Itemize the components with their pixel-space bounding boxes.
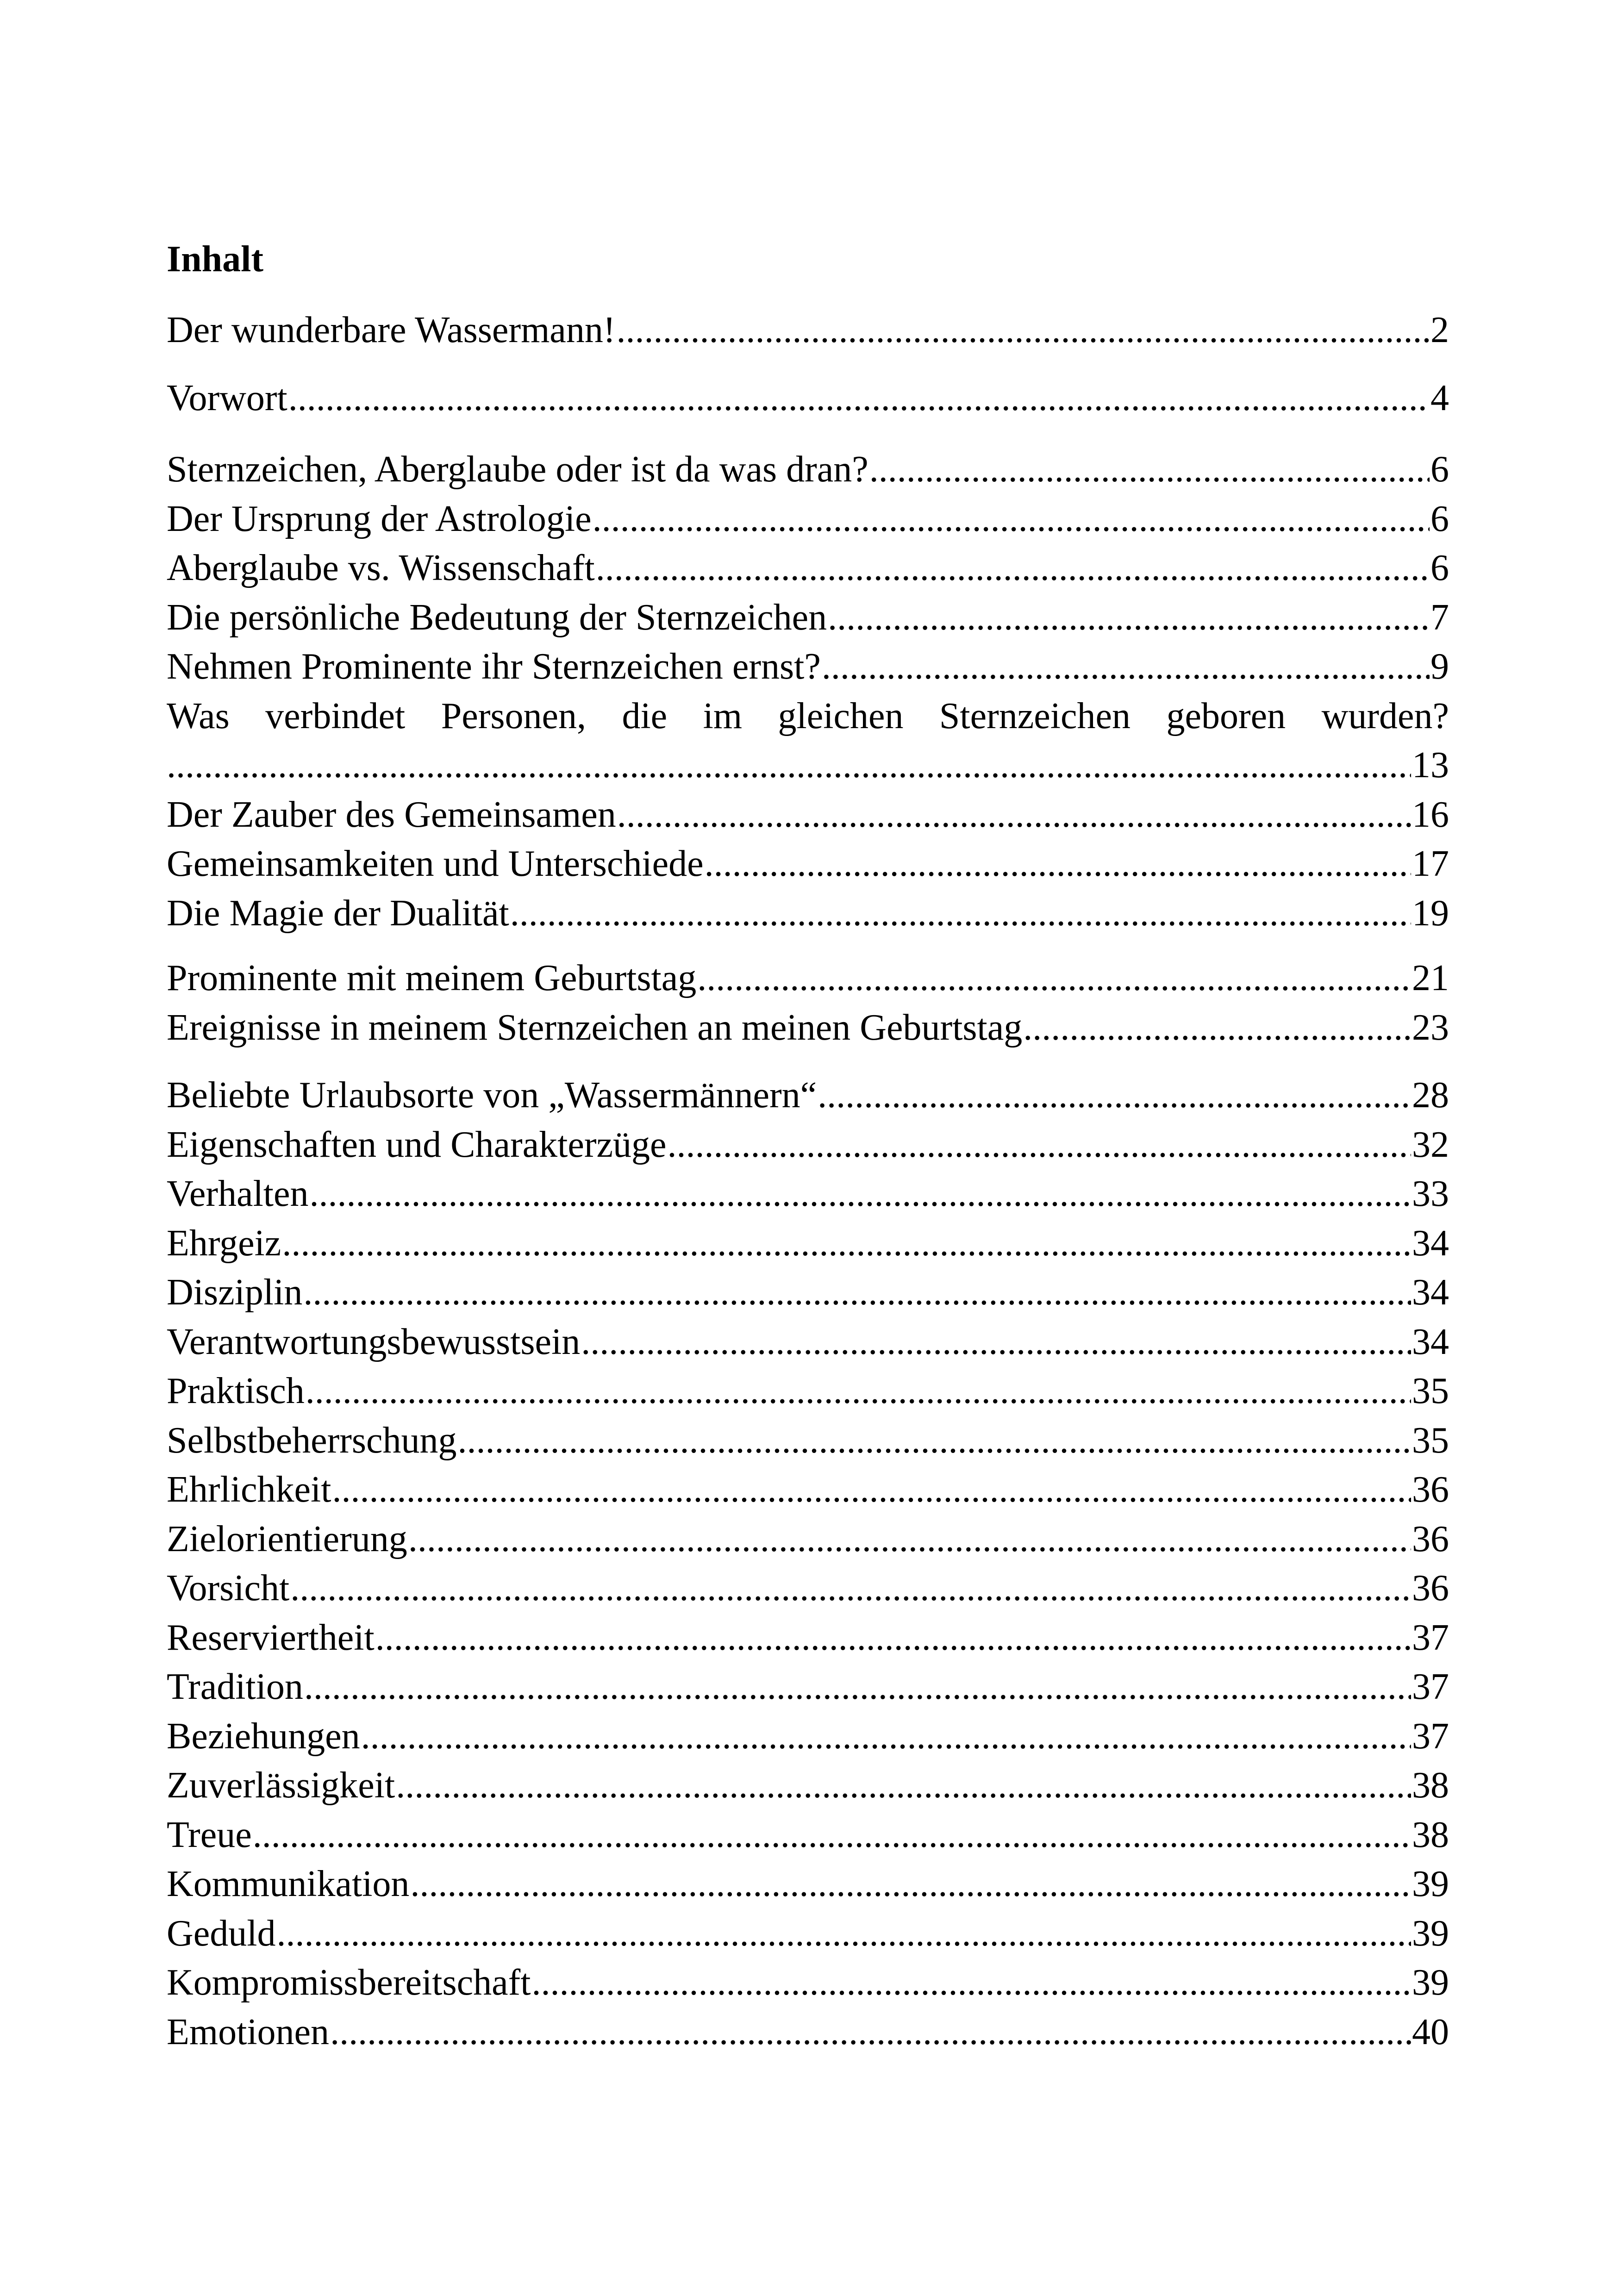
toc-entry-label: Kompromissbereitschaft <box>167 1962 531 2003</box>
dot-leader <box>361 1712 1411 1761</box>
toc-entry-page: 38 <box>1412 1814 1449 1855</box>
toc-entry[interactable] <box>167 1003 1449 1053</box>
dot-leader <box>581 1317 1411 1367</box>
toc-entry-page: 39 <box>1412 1962 1449 2003</box>
toc-entry-page: 16 <box>1412 794 1449 835</box>
dot-leader <box>303 1268 1411 1317</box>
toc-entry-label: Die Magie der Dualität <box>167 892 509 934</box>
toc-entry[interactable] <box>167 1712 1449 1761</box>
dot-leader <box>510 889 1411 938</box>
dot-leader <box>290 1564 1411 1613</box>
toc-entry-label: Die persönliche Bedeutung der Sternzeichen <box>167 597 827 638</box>
toc-entry-page: 7 <box>1430 597 1449 638</box>
toc-entry-page: 35 <box>1412 1371 1449 1411</box>
toc-heading: Inhalt <box>167 239 263 280</box>
toc-entry-label: Selbstbeherrschung <box>167 1420 457 1461</box>
dot-leader <box>697 954 1411 1003</box>
toc-entry-page: 38 <box>1412 1765 1449 1806</box>
dot-leader <box>304 1662 1411 1712</box>
toc-entry-label: Reserviertheit <box>167 1617 375 1658</box>
toc-entry[interactable] <box>167 1761 1449 1810</box>
toc-entry-label: Zuverlässigkeit <box>167 1765 395 1806</box>
toc-entry[interactable] <box>167 1613 1449 1663</box>
toc-entry-label: Der wunderbare Wassermann! <box>167 310 616 350</box>
toc-entry-label: Ehrgeiz <box>167 1222 281 1264</box>
dot-leader <box>822 642 1430 692</box>
toc-entry-page: 34 <box>1412 1321 1449 1362</box>
toc-entry-page: 34 <box>1412 1222 1449 1264</box>
dot-leader <box>668 1120 1411 1170</box>
dot-leader <box>617 790 1411 840</box>
toc-entry[interactable] <box>167 543 1449 593</box>
toc-entry-label: Kommunikation <box>167 1864 410 1904</box>
toc-entry[interactable] <box>167 494 1449 544</box>
toc-entry[interactable] <box>167 692 1449 790</box>
toc-entry[interactable] <box>167 1366 1449 1416</box>
toc-entry-page: 36 <box>1412 1518 1449 1559</box>
toc-entry-label: Vorsicht <box>167 1568 290 1609</box>
toc-entry-label: Beliebte Urlaubsorte von „Wassermännern“ <box>167 1075 817 1116</box>
toc-entry-page: 35 <box>1412 1420 1449 1461</box>
dot-leader <box>396 1761 1411 1810</box>
toc-entry-page: 6 <box>1430 548 1449 588</box>
toc-entry-label: Vorwort <box>167 377 287 418</box>
dot-leader <box>616 306 1430 355</box>
dot-leader <box>253 1810 1411 1860</box>
toc-entry-page: 9 <box>1430 646 1449 687</box>
toc-entry-page: 37 <box>1412 1715 1449 1757</box>
toc-entry[interactable] <box>167 1219 1449 1268</box>
toc-entry-page: 13 <box>1412 745 1449 786</box>
dot-leader <box>593 494 1430 544</box>
toc-entry-label: Verantwortungsbewusstsein <box>167 1321 581 1362</box>
dot-leader <box>277 1909 1411 1958</box>
toc-entry-label: Ereignisse in meinem Sternzeichen an meinen Geburtstag <box>167 1007 1023 1048</box>
toc-entry[interactable] <box>167 593 1449 642</box>
toc-entry-label: Nehmen Prominente ihr Sternzeichen ernst? <box>167 646 821 687</box>
dot-leader <box>531 1958 1411 2008</box>
dot-leader <box>705 839 1411 889</box>
toc-entry[interactable] <box>167 889 1449 938</box>
toc-entry-page: 6 <box>1430 449 1449 490</box>
toc-entry-page: 2 <box>1430 310 1449 350</box>
toc-entry[interactable] <box>167 954 1449 1003</box>
table-of-contents <box>167 236 1449 2057</box>
toc-entry[interactable] <box>167 1169 1449 1219</box>
dot-leader <box>408 1515 1411 1564</box>
toc-entry-page: 19 <box>1412 892 1449 934</box>
toc-entry-continuation <box>167 741 1449 790</box>
dot-leader <box>1023 1003 1411 1053</box>
toc-entry-label: Aberglaube vs. Wissenschaft <box>167 548 595 588</box>
toc-entry-label: Zielorientierung <box>167 1518 407 1559</box>
toc-group <box>167 954 1449 1052</box>
toc-entry[interactable] <box>167 1071 1449 1120</box>
toc-entry[interactable] <box>167 839 1449 889</box>
dot-leader <box>310 1169 1411 1219</box>
toc-entry[interactable] <box>167 374 1449 423</box>
toc-entry-label: Sternzeichen, Aberglaube oder ist da was dran? <box>167 449 868 490</box>
toc-entry-label: Ehrlichkeit <box>167 1469 331 1510</box>
dot-leader <box>596 543 1430 593</box>
toc-entry-page: 21 <box>1412 958 1449 998</box>
toc-entry-page: 6 <box>1430 498 1449 539</box>
toc-entry-page: 36 <box>1412 1568 1449 1609</box>
toc-entry-label: Gemeinsamkeiten und Unterschiede <box>167 843 704 884</box>
toc-entry[interactable] <box>167 445 1449 494</box>
toc-entry-page: 34 <box>1412 1272 1449 1313</box>
toc-entry[interactable] <box>167 1909 1449 1958</box>
toc-entry-page: 37 <box>1412 1666 1449 1707</box>
toc-entry-label: Beziehungen <box>167 1715 360 1757</box>
toc-entry[interactable] <box>167 1268 1449 1317</box>
toc-entry-label: Prominente mit meinem Geburtstag <box>167 958 697 998</box>
toc-entry-label: Disziplin <box>167 1272 303 1313</box>
dot-leader <box>818 1071 1411 1120</box>
toc-entry-page: 37 <box>1412 1617 1449 1658</box>
dot-leader <box>306 1366 1411 1416</box>
toc-entry-page: 40 <box>1412 2011 1449 2052</box>
toc-entry-page: 4 <box>1430 377 1449 418</box>
toc-entry-label: Tradition <box>167 1666 303 1707</box>
toc-group <box>167 445 1449 938</box>
toc-entry-label: Der Ursprung der Astrologie <box>167 498 592 539</box>
toc-entry-label: Eigenschaften und Charakterzüge <box>167 1124 667 1165</box>
toc-group <box>167 1071 1449 2057</box>
toc-entry-label: Der Zauber des Gemeinsamen <box>167 794 616 835</box>
dot-leader <box>332 1465 1411 1515</box>
toc-entry[interactable] <box>167 306 1449 355</box>
toc-entry-label: Verhalten <box>167 1173 309 1214</box>
dot-leader <box>458 1416 1411 1466</box>
toc-entry[interactable] <box>167 1515 1449 1564</box>
toc-entry-page: 39 <box>1412 1913 1449 1954</box>
toc-entry-page: 39 <box>1412 1864 1449 1904</box>
toc-entry-label: Emotionen <box>167 2011 330 2052</box>
dot-leader <box>288 374 1430 423</box>
toc-entry[interactable] <box>167 1662 1449 1712</box>
toc-entry[interactable] <box>167 1317 1449 1367</box>
dot-leader <box>167 741 1411 790</box>
toc-entry-label: Was verbindet Personen, die im gleichen Sternzeichen geboren wurden? <box>167 695 1449 736</box>
dot-leader <box>375 1613 1411 1663</box>
toc-entry[interactable] <box>167 642 1449 692</box>
toc-group <box>167 374 1449 423</box>
toc-entry-page: 17 <box>1412 843 1449 884</box>
dot-leader <box>828 593 1430 642</box>
toc-entry[interactable] <box>167 1564 1449 1613</box>
toc-group <box>167 306 1449 355</box>
toc-entry[interactable] <box>167 790 1449 840</box>
toc-entry-page: 32 <box>1412 1124 1449 1165</box>
toc-entry-label: Geduld <box>167 1913 276 1954</box>
toc-entry-label: Treue <box>167 1814 252 1855</box>
toc-entry-page: 28 <box>1412 1075 1449 1116</box>
toc-entry[interactable] <box>167 1958 1449 2008</box>
dot-leader <box>869 445 1430 494</box>
toc-entry-page: 23 <box>1412 1007 1449 1048</box>
toc-entry[interactable] <box>167 1120 1449 1170</box>
toc-entry[interactable] <box>167 1465 1449 1515</box>
toc-entry[interactable] <box>167 1810 1449 1860</box>
toc-entry-page: 36 <box>1412 1469 1449 1510</box>
toc-entry-page: 33 <box>1412 1173 1449 1214</box>
toc-entry[interactable] <box>167 1416 1449 1466</box>
toc-entry-label: Praktisch <box>167 1371 305 1411</box>
dot-leader <box>282 1219 1411 1268</box>
toc-entry[interactable] <box>167 2008 1449 2057</box>
dot-leader <box>330 2008 1411 2057</box>
dot-leader <box>410 1859 1411 1909</box>
toc-entry[interactable] <box>167 1859 1449 1909</box>
